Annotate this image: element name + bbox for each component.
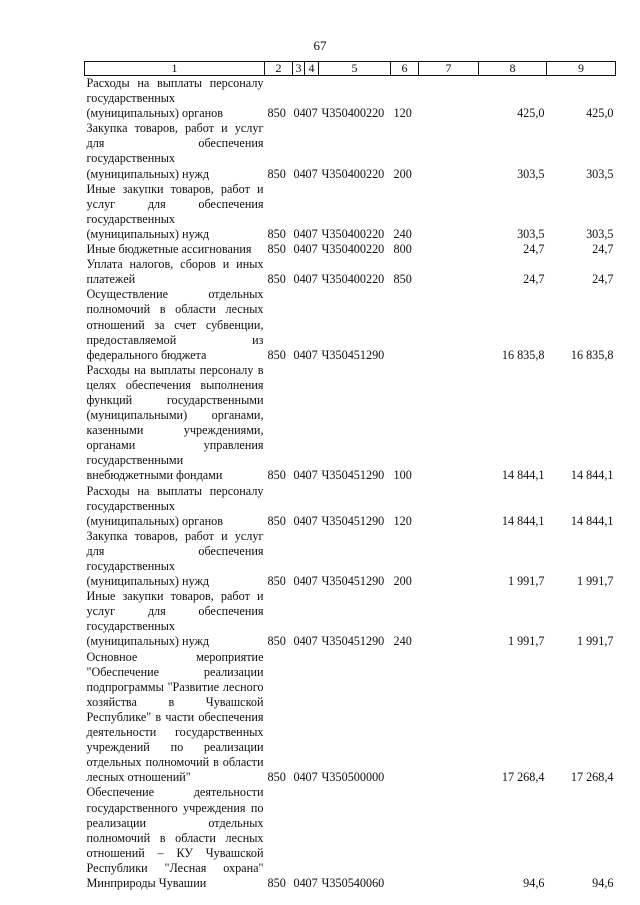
target-article-code: Ч350400220 [321, 106, 385, 121]
section-code: 04 [293, 468, 306, 483]
ministry-code: 850 [267, 634, 286, 649]
section-code: 04 [293, 272, 306, 287]
expense-type-code: 120 [393, 106, 412, 121]
expense-type-code: 200 [393, 166, 412, 181]
table-row [85, 76, 616, 122]
table-row [85, 589, 616, 649]
amount-col-9: 17 268,4 [570, 770, 614, 785]
amount-col-8: 14 844,1 [501, 513, 545, 528]
subsection-code: 07 [305, 875, 318, 890]
amount-col-9: 14 844,1 [570, 468, 614, 483]
ministry-code: 850 [267, 242, 286, 257]
column-header: 5 [319, 62, 391, 76]
column-7-value [419, 484, 479, 529]
amount-col-9: 303,5 [586, 226, 614, 241]
target-article-code: Ч350451290 [321, 468, 385, 483]
table-row [85, 785, 616, 891]
amount-col-8: 1 991,7 [507, 574, 545, 589]
section-code: 04 [293, 166, 306, 181]
column-header: 9 [547, 62, 616, 76]
amount-col-9: 24,7 [592, 242, 614, 257]
amount-col-9: 14 844,1 [570, 513, 614, 528]
ministry-code: 850 [267, 347, 286, 362]
amount-col-8: 94,6 [523, 875, 545, 890]
section-code: 04 [293, 106, 306, 121]
target-article-code: Ч350500000 [321, 770, 385, 785]
column-7-value [419, 785, 479, 891]
amount-col-8: 16 835,8 [501, 347, 545, 362]
subsection-code: 07 [305, 106, 318, 121]
table-row [85, 182, 616, 242]
column-7-value [419, 363, 479, 484]
column-header: 3 [293, 62, 305, 76]
subsection-code: 07 [305, 634, 318, 649]
section-code: 04 [293, 574, 306, 589]
budget-table [84, 61, 616, 891]
expense-type-code: 240 [393, 226, 412, 241]
column-7-value [419, 182, 479, 242]
expense-type-code: 850 [393, 272, 412, 287]
column-7-value [419, 242, 479, 257]
subsection-code: 07 [305, 226, 318, 241]
expense-type-code: 200 [393, 574, 412, 589]
section-code: 04 [293, 513, 306, 528]
column-header: 4 [305, 62, 319, 76]
table-row [85, 484, 616, 529]
table-row [85, 121, 616, 181]
section-code: 04 [293, 875, 306, 890]
table-row [85, 650, 616, 786]
subsection-code: 07 [305, 513, 318, 528]
amount-col-8: 1 991,7 [507, 634, 545, 649]
column-7-value [419, 287, 479, 362]
expense-type-code [391, 287, 419, 362]
column-header: 1 [85, 62, 265, 76]
row-name: Осуществление отдельных полномочий в области лесных отношений за счет субвенции, предоставляемой из федерального бюджета [86, 287, 264, 362]
column-7-value [419, 121, 479, 181]
ministry-code: 850 [267, 875, 286, 890]
expense-type-code: 100 [393, 468, 412, 483]
column-header: 7 [419, 62, 479, 76]
amount-col-9: 16 835,8 [570, 347, 614, 362]
expense-type-code: 800 [393, 242, 412, 257]
row-name: Иные закупки товаров, работ и услуг для обеспечения государственных (муниципальных) нужд [86, 589, 264, 649]
column-7-value [419, 589, 479, 649]
amount-col-8: 24,7 [523, 272, 545, 287]
target-article-code: Ч350451290 [321, 574, 385, 589]
row-name: Обеспечение деятельности государственного учреждения по реализации отдельных полномочий в области лесных отношений – КУ Чувашской Республики "Лесная охрана" Минприроды Чувашии [86, 785, 264, 890]
row-name: Иные закупки товаров, работ и услуг для обеспечения государственных (муниципальных) нужд [86, 181, 264, 241]
column-7-value [419, 76, 479, 122]
header-row [85, 62, 616, 76]
subsection-code: 07 [305, 242, 318, 257]
row-name: Закупка товаров, работ и услуг для обеспечения государственных (муниципальных) нужд [86, 121, 264, 181]
amount-col-8: 17 268,4 [501, 770, 545, 785]
amount-col-9: 24,7 [592, 272, 614, 287]
expense-type-code [391, 785, 419, 891]
amount-col-8: 303,5 [517, 166, 545, 181]
amount-col-8: 425,0 [517, 106, 545, 121]
subsection-code: 07 [305, 166, 318, 181]
table-row [85, 529, 616, 589]
amount-col-9: 1 991,7 [576, 574, 614, 589]
row-name: Расходы на выплаты персоналу государственных (муниципальных) органов [86, 483, 264, 528]
target-article-code: Ч350540060 [321, 875, 385, 890]
ministry-code: 850 [267, 272, 286, 287]
section-code: 04 [293, 634, 306, 649]
column-7-value [419, 257, 479, 287]
ministry-code: 850 [267, 513, 286, 528]
section-code: 04 [293, 770, 306, 785]
subsection-code: 07 [305, 347, 318, 362]
column-header: 6 [391, 62, 419, 76]
ministry-code: 850 [267, 166, 286, 181]
subsection-code: 07 [305, 272, 318, 287]
table-row [85, 287, 616, 362]
column-7-value [419, 529, 479, 589]
table-row [85, 242, 616, 257]
ministry-code: 850 [267, 106, 286, 121]
target-article-code: Ч350451290 [321, 634, 385, 649]
subsection-code: 07 [305, 574, 318, 589]
target-article-code: Ч350400220 [321, 272, 385, 287]
amount-col-9: 94,6 [592, 875, 614, 890]
target-article-code: Ч350400220 [321, 242, 385, 257]
target-article-code: Ч350400220 [321, 226, 385, 241]
expense-type-code [391, 650, 419, 786]
amount-col-9: 1 991,7 [576, 634, 614, 649]
column-7-value [419, 650, 479, 786]
expense-type-code: 240 [393, 634, 412, 649]
column-header: 8 [479, 62, 547, 76]
expense-type-code: 120 [393, 513, 412, 528]
row-name: Иные бюджетные ассигнования [86, 242, 252, 257]
page-number: 67 [313, 38, 327, 53]
ministry-code: 850 [267, 468, 286, 483]
target-article-code: Ч350400220 [321, 166, 385, 181]
section-code: 04 [293, 242, 306, 257]
subsection-code: 07 [305, 770, 318, 785]
subsection-code: 07 [305, 468, 318, 483]
table-row [85, 257, 616, 287]
table-row [85, 363, 616, 484]
section-code: 04 [293, 226, 306, 241]
amount-col-8: 14 844,1 [501, 468, 545, 483]
column-header: 2 [265, 62, 293, 76]
ministry-code: 850 [267, 770, 286, 785]
amount-col-9: 425,0 [586, 106, 614, 121]
amount-col-9: 303,5 [586, 166, 614, 181]
ministry-code: 850 [267, 226, 286, 241]
row-name: Расходы на выплаты персоналу в целях обеспечения выполнения функций государственными (муниципальными) органами, казенными учреждениями, органами управления государственными внебюджетными фондами [86, 362, 264, 483]
amount-col-8: 24,7 [523, 242, 545, 257]
row-name: Уплата налогов, сборов и иных платежей [86, 257, 264, 287]
row-name: Основное мероприятие "Обеспечение реализации подпрограммы "Развитие лесного хозяйства в Чувашской Республике" в части обеспечения деятельности государственных учреждений по реализации отдельных полномочий в области лесных отношений" [86, 649, 264, 785]
amount-col-8: 303,5 [517, 226, 545, 241]
target-article-code: Ч350451290 [321, 347, 385, 362]
ministry-code: 850 [267, 574, 286, 589]
row-name: Закупка товаров, работ и услуг для обеспечения государственных (муниципальных) нужд [86, 528, 264, 589]
target-article-code: Ч350451290 [321, 513, 385, 528]
row-name: Расходы на выплаты персоналу государственных (муниципальных) органов [86, 76, 264, 121]
section-code: 04 [293, 347, 306, 362]
